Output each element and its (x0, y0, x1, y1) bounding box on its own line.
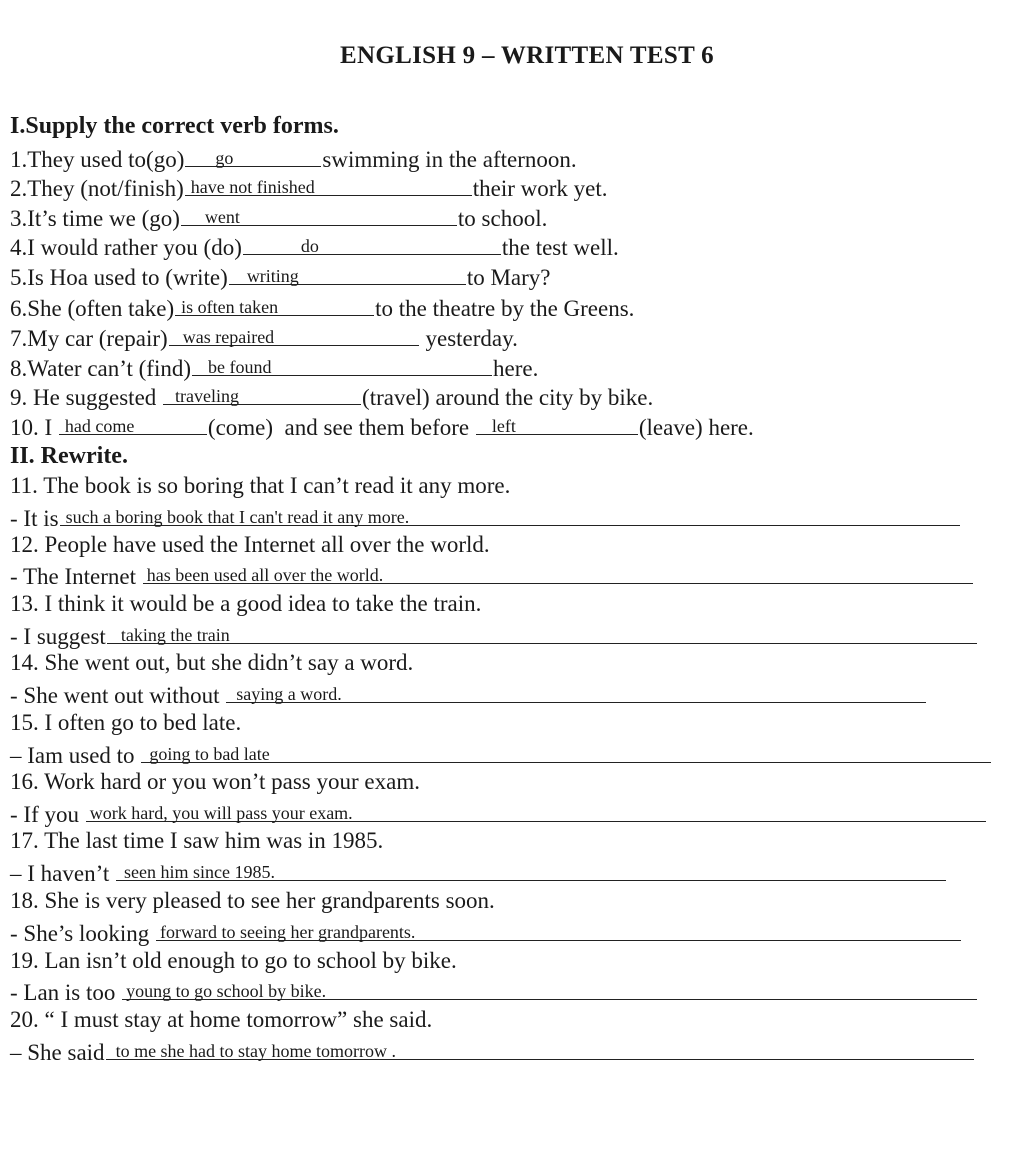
item-3 (10, 203, 547, 233)
rewrite-19-answer: young to go school by bike. (126, 981, 327, 1001)
item-7-answer: was repaired (182, 327, 275, 347)
item-2 (10, 173, 608, 203)
item-10-suffix: (leave) here. (638, 415, 754, 440)
question-15: 15. I often go to bed late. (10, 710, 242, 735)
item-5-answer: writing (246, 266, 299, 286)
item-8 (10, 353, 538, 383)
item-8-prompt: 8.Water can’t (find) (10, 356, 192, 381)
rewrite-17-blank[interactable] (116, 858, 946, 881)
item-4 (10, 232, 619, 262)
item-2-answer: have not finished (190, 177, 315, 197)
rewrite-12-lead: - The Internet (10, 564, 142, 589)
rewrite-11 (10, 503, 961, 532)
item-9-blank[interactable] (163, 382, 361, 405)
item-2-suffix: their work yet. (472, 176, 608, 201)
rewrite-18 (10, 918, 962, 947)
rewrite-14-blank[interactable] (226, 680, 926, 703)
item-8-blank[interactable] (192, 353, 492, 376)
rewrite-11-lead: - It is (10, 506, 59, 531)
item-5-blank[interactable] (229, 262, 466, 285)
item-4-answer: do (300, 236, 319, 256)
item-10-blank-2[interactable] (476, 412, 638, 435)
rewrite-15-blank[interactable] (141, 740, 991, 763)
item-6-blank[interactable] (175, 293, 374, 316)
question-11: 11. The book is so boring that I can’t read it any more. (10, 473, 511, 498)
item-5-suffix: to Mary? (466, 265, 551, 290)
page-title: ENGLISH 9 – WRITTEN TEST 6 (340, 42, 714, 69)
rewrite-17 (10, 858, 947, 887)
section-1-heading: I.Supply the correct verb forms. (10, 113, 339, 139)
rewrite-12 (10, 561, 974, 590)
item-9-suffix: (travel) around the city by bike. (362, 385, 654, 410)
question-12: 12. People have used the Internet all over the world. (10, 532, 490, 557)
rewrite-14-answer: saying a word. (236, 684, 342, 704)
rewrite-13 (10, 621, 978, 650)
rewrite-20 (10, 1037, 975, 1066)
rewrite-18-answer: forward to seeing her grandparents. (160, 922, 416, 942)
rewrite-16 (10, 799, 987, 828)
rewrite-17-lead: – I haven’t (10, 861, 115, 886)
item-1 (10, 144, 577, 174)
rewrite-13-blank[interactable] (107, 621, 977, 644)
rewrite-16-answer: work hard, you will pass your exam. (89, 803, 353, 823)
item-10-middle: (come) and see them before (207, 415, 475, 440)
item-7-suffix: yesterday. (419, 326, 518, 351)
rewrite-14-lead: - She went out without (10, 683, 226, 708)
question-19: 19. Lan isn’t old enough to go to school by bike. (10, 948, 457, 973)
item-5 (10, 262, 550, 292)
rewrite-20-lead: – She said (10, 1040, 105, 1065)
item-3-answer: went (204, 207, 240, 227)
item-4-suffix: the test well. (501, 235, 619, 260)
item-1-answer: go (215, 148, 234, 168)
item-3-prompt: 3.It’s time we (go) (10, 206, 180, 231)
rewrite-17-answer: seen him since 1985. (123, 862, 275, 882)
rewrite-19-blank[interactable] (122, 977, 977, 1000)
rewrite-15-lead: – Iam used to (10, 743, 141, 768)
rewrite-16-lead: - If you (10, 802, 85, 827)
item-7-prompt: 7.My car (repair) (10, 326, 168, 351)
item-6-prompt: 6.She (often take) (10, 296, 175, 321)
item-6-answer: is often taken (181, 297, 279, 317)
item-6-suffix: to the theatre by the Greens. (375, 296, 635, 321)
item-6 (10, 293, 634, 323)
item-7-blank[interactable] (169, 323, 419, 346)
rewrite-19 (10, 977, 978, 1006)
item-1-prompt: 1.They used to(go) (10, 147, 185, 172)
question-20: 20. “ I must stay at home tomorrow” she said. (10, 1007, 433, 1032)
item-7 (10, 323, 518, 353)
rewrite-15-answer: going to bad late (149, 744, 270, 764)
rewrite-12-blank[interactable] (143, 561, 973, 584)
rewrite-12-answer: has been used all over the world. (146, 565, 384, 585)
question-17: 17. The last time I saw him was in 1985. (10, 828, 384, 853)
item-9-answer: traveling (175, 386, 240, 406)
item-10 (10, 412, 754, 442)
rewrite-11-answer: such a boring book that I can't read it any more. (65, 507, 410, 527)
item-3-suffix: to school. (457, 206, 548, 231)
item-10-prompt: 10. I (10, 415, 58, 440)
question-13: 13. I think it would be a good idea to take the train. (10, 591, 482, 616)
rewrite-18-lead: - She’s looking (10, 921, 156, 946)
item-10-answer-1: had come (64, 416, 135, 436)
item-1-suffix: swimming in the afternoon. (322, 147, 577, 172)
item-8-suffix: here. (493, 356, 539, 381)
rewrite-20-blank[interactable] (106, 1037, 974, 1060)
item-8-answer: be found (208, 357, 272, 377)
item-9 (10, 382, 653, 412)
rewrite-15 (10, 740, 992, 769)
item-5-prompt: 5.Is Hoa used to (write) (10, 265, 228, 290)
item-3-blank[interactable] (181, 203, 457, 226)
question-16: 16. Work hard or you won’t pass your exam. (10, 769, 420, 794)
item-2-prompt: 2.They (not/finish) (10, 176, 184, 201)
rewrite-11-blank[interactable] (60, 503, 960, 526)
item-1-blank[interactable] (185, 144, 321, 167)
rewrite-13-lead: - I suggest (10, 624, 106, 649)
rewrite-14 (10, 680, 927, 709)
rewrite-19-lead: - Lan is too (10, 980, 122, 1005)
rewrite-18-blank[interactable] (156, 918, 961, 941)
question-14: 14. She went out, but she didn’t say a word. (10, 650, 414, 675)
rewrite-13-answer: taking the train (120, 625, 230, 645)
item-10-blank-1[interactable] (59, 412, 207, 435)
rewrite-16-blank[interactable] (86, 799, 986, 822)
item-4-prompt: 4.I would rather you (do) (10, 235, 242, 260)
rewrite-20-answer: to me she had to stay home tomorrow . (115, 1041, 397, 1061)
section-2-heading: II. Rewrite. (10, 443, 128, 469)
item-9-prompt: 9. He suggested (10, 385, 163, 410)
item-10-answer-2: left (491, 416, 516, 436)
item-2-blank[interactable] (185, 173, 472, 196)
item-4-blank[interactable] (243, 232, 501, 255)
question-18: 18. She is very pleased to see her grandparents soon. (10, 888, 495, 913)
